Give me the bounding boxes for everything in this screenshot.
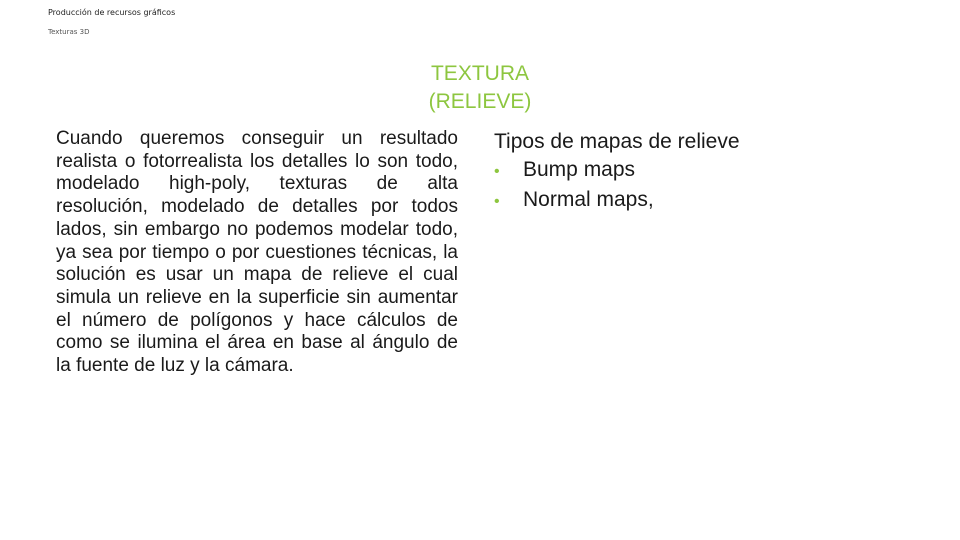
list-item-label: Normal maps, [523, 188, 654, 211]
relief-maps-heading: Tipos de mapas de relieve [494, 130, 740, 153]
slide-title-line-2: (RELIEVE) [428, 90, 532, 113]
bullet-dot-icon: • [494, 163, 500, 180]
list-item [494, 156, 814, 186]
course-name: Producción de recursos gráficos [48, 8, 176, 17]
bullet-dot-icon: • [494, 193, 500, 210]
relief-maps-list [494, 156, 814, 216]
relief-maps-section [494, 128, 814, 216]
list-item-label: Bump maps [523, 158, 636, 181]
slide-title [380, 60, 580, 116]
list-item [494, 186, 814, 216]
topic-name: Texturas 3D [48, 28, 90, 36]
slide-title-line-1: TEXTURA [430, 62, 529, 85]
body-paragraph: Cuando queremos conseguir un resultado realista o fotorrealista los detalles lo son todo, modelado high-poly, texturas de alta resolución, modelado de detalles por todos lados, sin embargo no podemos modelar todo, ya sea por tiempo o por cuestiones técnicas, la solución es usar un mapa de relieve el cual simula un relieve en la superficie sin aumentar el número de polígonos y hace cálculos de como se ilumina el área en base al ángulo de la fuente de luz y la cámara. [56, 128, 458, 377]
